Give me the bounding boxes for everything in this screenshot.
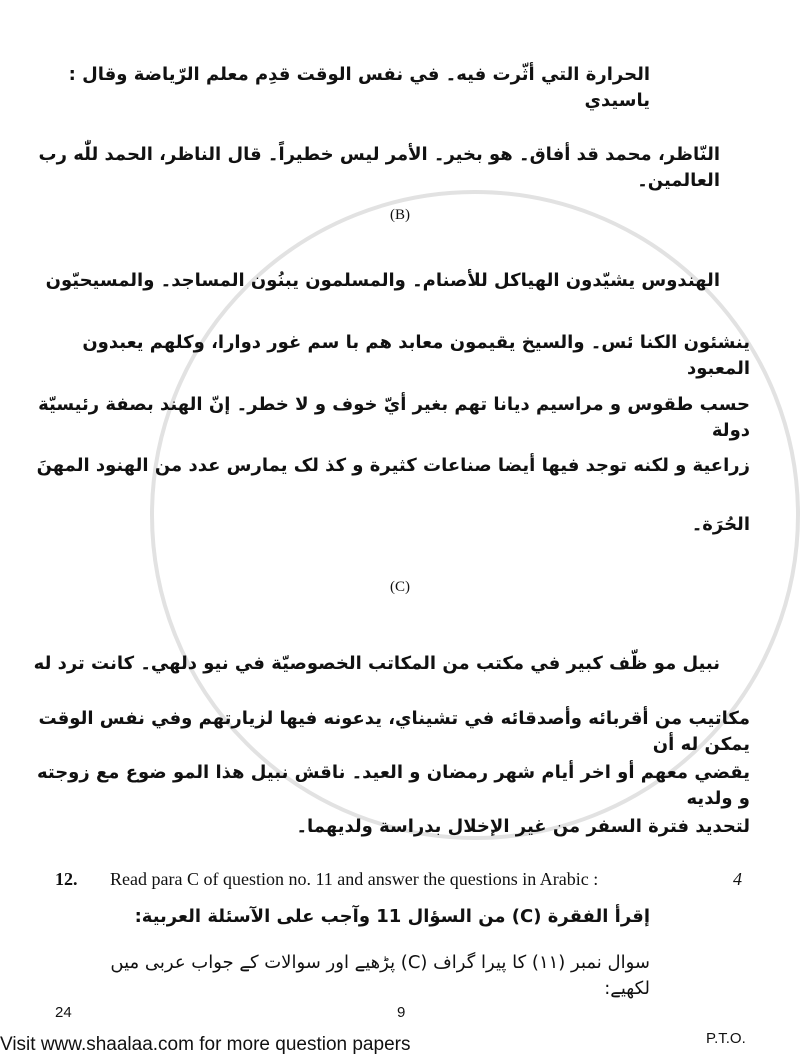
footer-visit-link[interactable]: Visit www.shaalaa.com for more question papers xyxy=(0,1034,411,1055)
para-c-line: نبيل مو ظّف كبير في مكتب من المكاتب الخصوصيّة في نيو دلهي۔ كانت ترد له xyxy=(33,653,720,674)
para-b-line: زراعية و لكنه توجد فيها أيضا صناعات كثيرة و كذ لک يمارس عدد من الهنود المهنَ xyxy=(36,455,750,476)
footer-pto: P.T.O. xyxy=(706,1030,746,1047)
footer-page-number: 9 xyxy=(397,1004,406,1021)
question-arabic: إقرأ الفقرة (C) من السؤال 11 وآجب على الآسئلة العربية: xyxy=(134,906,650,927)
para-a-line: النّاظر، محمد قد أفاق۔ هو بخير۔ الأمر ليس خطيراً۔ قال الناظر، الحمد للّٰه رب العالمين۔ xyxy=(38,144,720,191)
label-c: (C) xyxy=(390,579,410,595)
label-b: (B) xyxy=(390,207,410,223)
para-c-line: يقضي معهم أو اخر أيام شهر رمضان و العيد۔ ناقش نبيل هذا المو ضوع مع زوجته و ولديه xyxy=(36,762,750,809)
question-number: 12. xyxy=(55,869,78,889)
para-c-line: لتحديد فترة السفر من غير الإخلال بدراسة ولديهما۔ xyxy=(296,816,750,837)
para-b-line: الحُرَة۔ xyxy=(691,514,750,535)
footer-code: 24 xyxy=(55,1004,72,1021)
para-b-line: حسب طقوس و مراسيم ديانا تهم بغير أيّ خوف و لا خطر۔ إنّ الهند بصفة رئيسيّة دولة xyxy=(38,394,750,441)
question-text: Read para C of question no. 11 and answer the questions in Arabic : xyxy=(110,869,599,889)
para-b-line: الهندوس يشيّدون الهياكل للأصنام۔ والمسلمون يبنُون المساجد۔ والمسيحيّون xyxy=(45,270,720,291)
question-urdu: سوال نمبر (۱۱) کا پیرا گراف (C) پڑھیے اور سوالات کے جواب عربی میں لکھیے: xyxy=(110,952,650,999)
para-a-line: الحرارة التي أثّرت فيه۔ في نفس الوقت قدِم معلم الرّياضة وقال : ياسيدي xyxy=(68,64,650,111)
para-b-line: ينشئون الكنا ئس۔ والسيخ يقيمون معابد هم با سم غور دوارا، وكلهم يعبدون المعبود xyxy=(82,332,750,379)
para-c-line: مكاتيب من أقربائه وأصدقائه في تشيناي، يدعونه فيها لزيارتهم وفي نفس الوقت يمكن له أن xyxy=(38,708,750,755)
question-marks: 4 xyxy=(733,869,742,889)
